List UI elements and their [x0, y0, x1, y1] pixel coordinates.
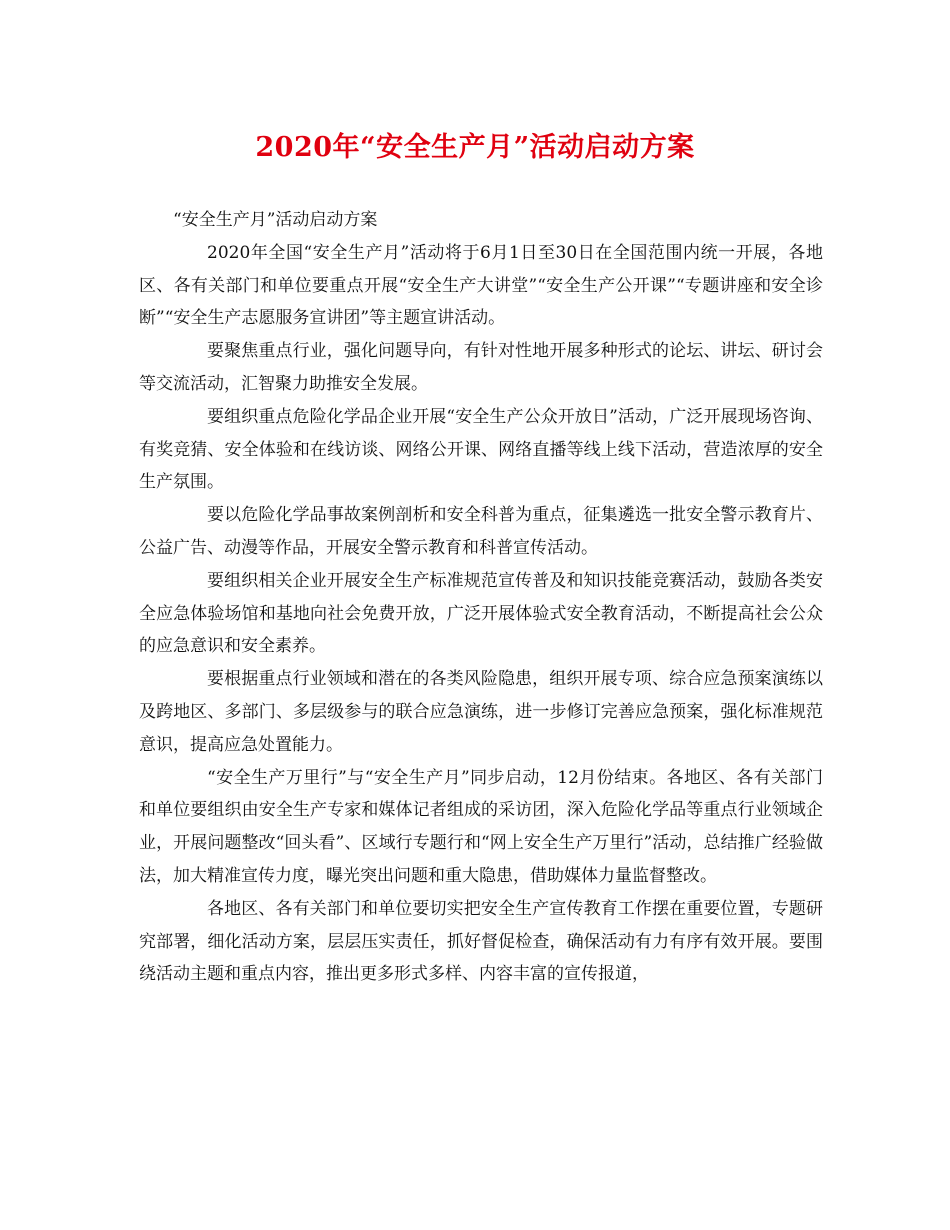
paragraph: 要以危险化学品事故案例剖析和安全科普为重点，征集遴选一批安全警示教育片、公益广告、动漫等作品，开展安全警示教育和科普宣传活动。: [139, 505, 823, 558]
paragraph: 2020年全国“安全生产月”活动将于6月1日至30日在全国范围内统一开展，各地区、各有关部门和单位要重点开展“安全生产大讲堂”“安全生产公开课”“专题讲座和安全诊断”“安全生产志愿服务宣讲团”等主题宣讲活动。: [139, 242, 823, 329]
paragraph: 各地区、各有关部门和单位要切实把安全生产宣传教育工作摆在重要位置，专题研究部署，细化活动方案，层层压实责任，抓好督促检查，确保活动有力有序有效开展。要围绕活动主题和重点内容，推出更多形式多样、内容丰富的宣传报道，: [139, 898, 823, 985]
paragraph-subtitle: “安全生产月”活动启动方案: [173, 210, 378, 230]
document-title: 2020年“安全生产月”活动启动方案: [255, 132, 695, 163]
paragraph: 要聚焦重点行业，强化问题导向，有针对性地开展多种形式的论坛、讲坛、研讨会等交流活动，汇智聚力助推安全发展。: [139, 341, 823, 394]
paragraph: 要组织重点危险化学品企业开展“安全生产公众开放日”活动，广泛开展现场咨询、有奖竞猜、安全体验和在线访谈、网络公开课、网络直播等线上线下活动，营造浓厚的安全生产氛围。: [139, 406, 823, 493]
document-body: [139, 204, 823, 991]
paragraph: 要组织相关企业开展安全生产标准规范宣传普及和知识技能竞赛活动，鼓励各类安全应急体验场馆和基地向社会免费开放，广泛开展体验式安全教育活动，不断提高社会公众的应急意识和安全素养。: [139, 570, 823, 657]
paragraph: 要根据重点行业领域和潜在的各类风险隐患，组织开展专项、综合应急预案演练以及跨地区、多部门、多层级参与的联合应急演练，进一步修订完善应急预案，强化标准规范意识，提高应急处置能力。: [139, 669, 823, 755]
paragraph: “安全生产万里行”与“安全生产月”同步启动，12月份结束。各地区、各有关部门和单位要组织由安全生产专家和媒体记者组成的采访团，深入危险化学品等重点行业领域企业，开展问题整改“回头看”、区域行专题行和“网上安全生产万里行”活动，总结推广经验做法，加大精准宣传力度，曝光突出问题和重大隐患，借助媒体力量监督整改。: [139, 767, 823, 886]
